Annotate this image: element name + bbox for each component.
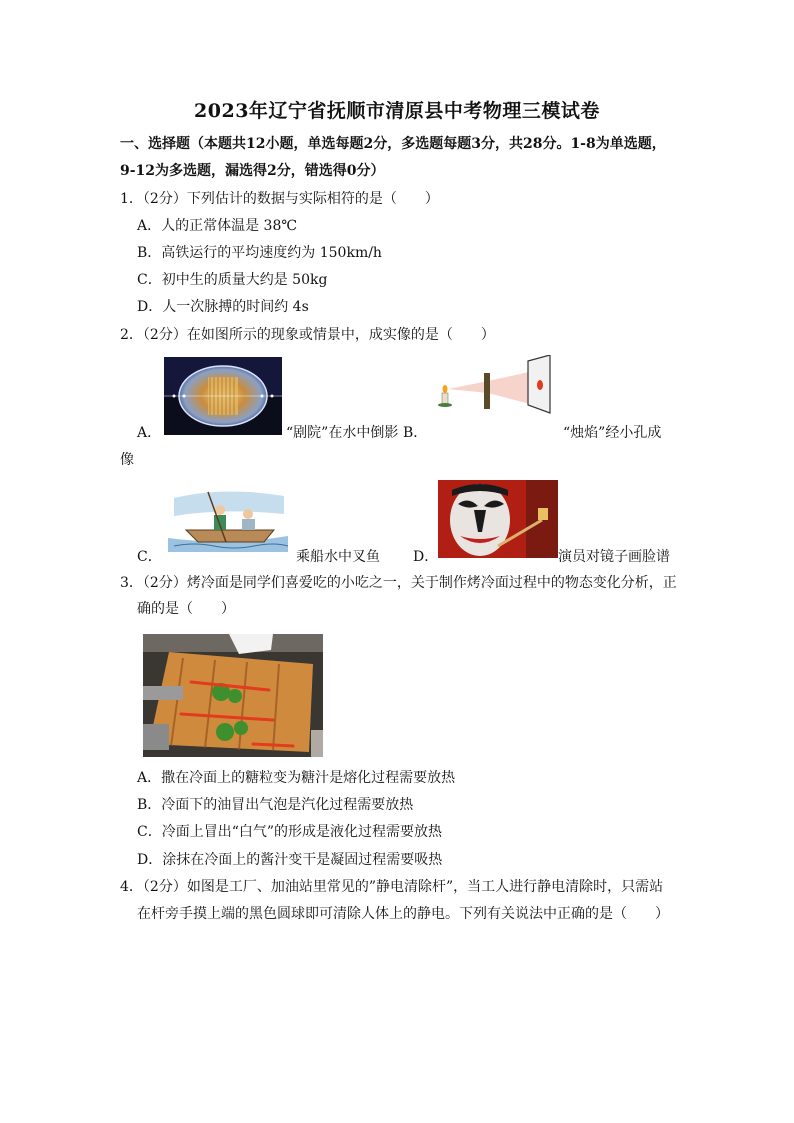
boat-fishing-image	[164, 486, 292, 552]
q2-option-c-caption: 乘船水中叉鱼	[296, 549, 380, 565]
q1-option-a: A．人的正常体温是 38℃	[137, 218, 298, 234]
q3-option-d: D．涂抹在冷面上的酱汁变干是凝固过程需要吸热	[137, 852, 443, 868]
q2-option-c-letter: C．	[137, 549, 162, 565]
q3-stem-line1: 3．（2分）烤冷面是同学们喜爱吃的小吃之一，关于制作烤冷面过程中的物态变化分析，正	[120, 575, 677, 591]
q3-option-b: B．冷面下的油冒出气泡是汽化过程需要放热	[137, 797, 414, 813]
q3-option-c: C．冷面上冒出“白气”的形成是液化过程需要放热	[137, 824, 443, 840]
q4-stem-line1: 4．（2分）如图是工厂、加油站里常见的”静电清除杆”，当工人进行静电清除时，只需站	[120, 879, 664, 895]
q1-option-c: C．初中生的质量大约是 50kg	[137, 272, 328, 288]
section-heading-line2: 9-12为多选题，漏选得2分，错选得0分）	[120, 163, 385, 179]
opera-mask-image	[438, 480, 558, 558]
q3-option-a: A．撒在冷面上的糖粒变为糖汁是熔化过程需要放热	[137, 770, 456, 786]
q2-option-d-caption: 演员对镜子画脸谱	[558, 549, 670, 565]
q2-option-d-letter: D．	[413, 549, 439, 565]
q4-stem-line2: 在杆旁手摸上端的黑色圆球即可清除人体上的静电。下列有关说法中正确的是（ ）	[137, 906, 669, 922]
q2-option-a-letter: A．	[137, 425, 162, 441]
q2-option-b-caption-cont: 像	[120, 452, 134, 468]
page-title: 2023年辽宁省抚顺市清原县中考物理三模试卷	[194, 100, 600, 122]
theater-reflection-image	[164, 357, 282, 435]
section-heading-line1: 一、选择题（本题共12小题，单选每题2分，多选题每题3分，共28分。1-8为单选题，	[120, 136, 666, 152]
q2-option-a-caption: “剧院”在水中倒影	[286, 425, 399, 441]
q3-stem-line2: 确的是（ ）	[137, 601, 235, 617]
q1-option-b: B．高铁运行的平均速度约为 150km/h	[137, 245, 382, 261]
q2-option-b-letter: B．	[403, 425, 428, 441]
q2-option-b-caption: “烛焰”经小孔成	[563, 425, 662, 441]
q2-stem: 2．（2分）在如图所示的现象或情景中，成实像的是（ ）	[120, 327, 495, 343]
grilled-cold-noodle-image	[143, 634, 323, 757]
q1-stem: 1．（2分）下列估计的数据与实际相符的是（ ）	[120, 191, 439, 207]
pinhole-candle-image	[436, 355, 558, 417]
q1-option-d: D．人一次脉搏的时间约 4s	[137, 299, 309, 315]
